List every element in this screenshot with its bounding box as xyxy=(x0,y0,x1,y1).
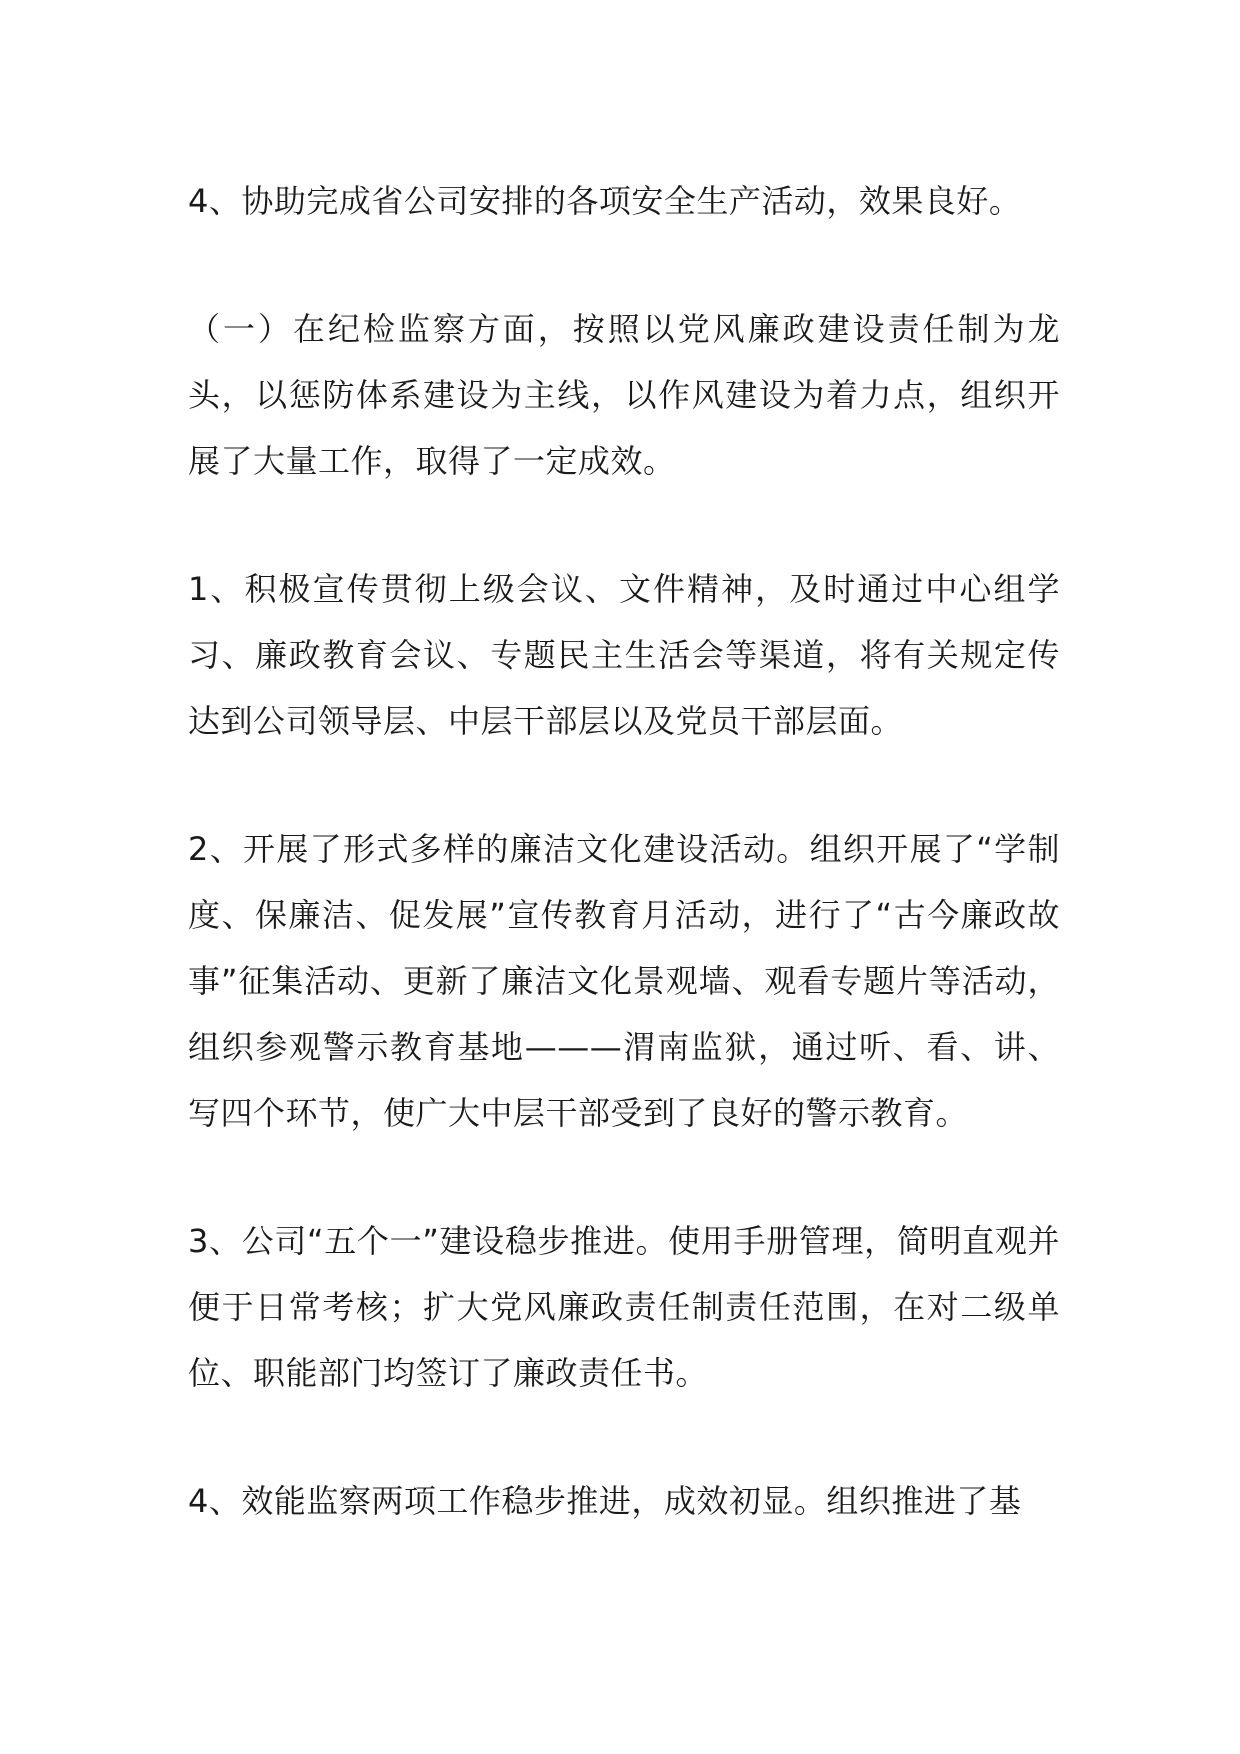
paragraph-item-2-integrity-culture: 2、开展了形式多样的廉洁文化建设活动。组织开展了“学制度、保廉洁、促发展”宣传教育月活动，进行了“古今廉政故事”征集活动、更新了廉洁文化景观墙、观看专题片等活动，组织参观警示教育基地———渭南监狱，通过听、看、讲、写四个环节，使广大中层干部受到了良好的警示教育。 xyxy=(188,830,1060,1132)
paragraph-item-1-publicity: 1、积极宣传贯彻上级会议、文件精神，及时通过中心组学习、廉政教育会议、专题民主生活会等渠道，将有关规定传达到公司领导层、中层干部层以及党员干部层面。 xyxy=(188,570,1060,740)
document-page xyxy=(188,168,1060,1534)
paragraph-safety-activities: 4、协助完成省公司安排的各项安全生产活动，效果良好。 xyxy=(188,182,1022,220)
paragraph-discipline-inspection: （一）在纪检监察方面，按照以党风廉政建设责任制为龙头，以惩防体系建设为主线，以作风建设为着力点，组织开展了大量工作，取得了一定成效。 xyxy=(188,310,1060,480)
paragraph-item-3-five-ones: 3、公司“五个一”建设稳步推进。使用手册管理，简明直观并便于日常考核；扩大党风廉政责任制责任范围，在对二级单位、职能部门均签订了廉政责任书。 xyxy=(188,1222,1060,1392)
paragraph-item-4-efficiency-supervision: 4、效能监察两项工作稳步推进，成效初显。组织推进了基 xyxy=(188,1482,1022,1520)
